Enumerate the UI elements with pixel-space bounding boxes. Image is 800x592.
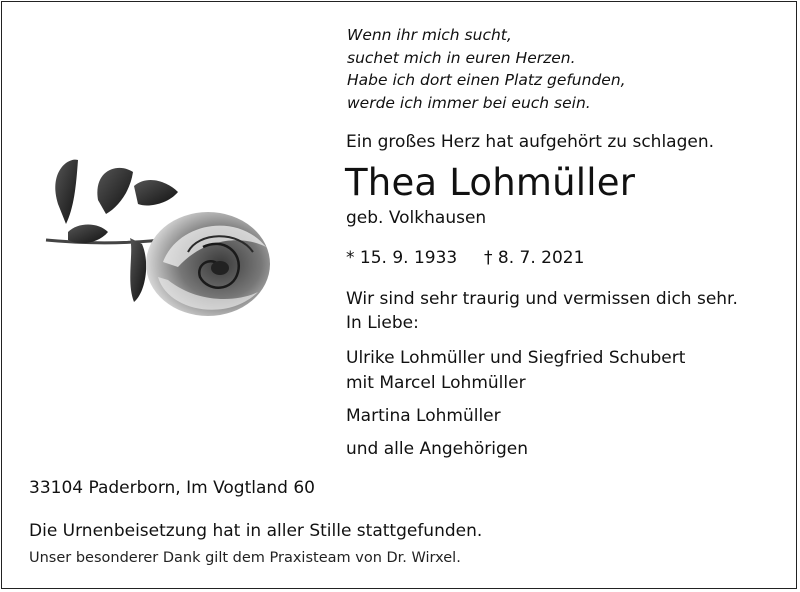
birth-date: * 15. 9. 1933 — [346, 248, 458, 268]
mourner-line: Ulrike Lohmüller und Siegfried Schubert — [346, 348, 686, 368]
poem-line: Habe ich dort einen Platz gefunden, — [347, 71, 626, 89]
poem-line: Wenn ihr mich sucht, — [347, 26, 512, 44]
deceased-name: Thea Lohmüller — [345, 161, 636, 204]
thanks-note: Unser besonderer Dank gilt dem Praxisteam von Dr. Wirxel. — [29, 550, 461, 566]
message-line: Wir sind sehr traurig und vermissen dich sehr. — [346, 289, 738, 309]
message-line: In Liebe: — [346, 313, 419, 333]
burial-notice: Die Urnenbeisetzung hat in aller Stille stattgefunden. — [29, 521, 483, 541]
mourner-line: Martina Lohmüller — [346, 406, 501, 426]
mourner-line: mit Marcel Lohmüller — [346, 373, 526, 393]
address: 33104 Paderborn, Im Vogtland 60 — [29, 478, 315, 498]
birth-name: geb. Volkhausen — [346, 208, 487, 228]
poem-line: werde ich immer bei euch sein. — [347, 93, 591, 112]
mourner-line: und alle Angehörigen — [346, 439, 529, 459]
death-date: † 8. 7. 2021 — [484, 248, 585, 268]
poem-line: suchet mich in euren Herzen. — [347, 48, 576, 67]
poem — [347, 24, 626, 114]
obituary-notice — [1, 1, 797, 589]
rose-image — [38, 152, 278, 327]
intro-text: Ein großes Herz hat aufgehört zu schlagen. — [346, 132, 715, 152]
